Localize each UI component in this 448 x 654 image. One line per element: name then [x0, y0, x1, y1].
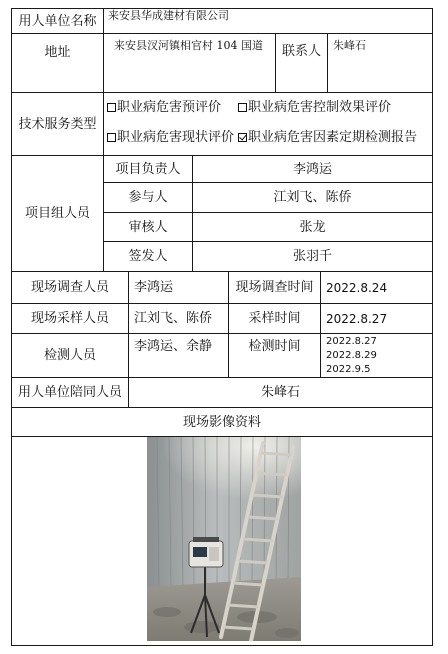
field-survey-time: 2022.8.24: [326, 280, 388, 295]
rule: [327, 33, 328, 93]
project-team-label: 项目组人员: [24, 206, 90, 221]
field-survey-time-label: 现场调查时间: [235, 280, 314, 295]
contact-value: 朱峰石: [333, 38, 366, 52]
team-role: 参与人: [128, 190, 168, 205]
team-member: 张羽千: [292, 249, 332, 264]
team-member: 张龙: [299, 219, 326, 235]
option-label: 职业病危害现状评价: [117, 129, 235, 145]
testing-time-label: 检测时间: [248, 338, 301, 354]
sampling-label: 现场采样人员: [30, 311, 109, 326]
employer-name-value: 来安县华成建材有限公司: [108, 9, 229, 22]
service-option-periodic-testing: [238, 128, 432, 146]
service-option-control-effect: [238, 98, 432, 116]
employer-name-label: 用人单位名称: [18, 13, 97, 29]
sampling-time: 2022.8.27: [326, 311, 388, 326]
team-role: 签发人: [128, 249, 168, 264]
checked-checkbox-icon: [238, 133, 247, 142]
team-role: 项目负责人: [115, 161, 181, 177]
service-type-label: 技术服务类型: [18, 116, 97, 132]
testing-label: 检测人员: [43, 348, 96, 363]
team-member: 江刘飞、陈侨: [273, 190, 352, 205]
option-label: 职业病危害因素定期检测报告: [248, 129, 418, 145]
sampling-people: 江刘飞、陈侨: [134, 311, 213, 326]
service-option-status-assessment: [107, 128, 239, 146]
address-label: 地址: [44, 44, 71, 60]
rule: [432, 8, 433, 646]
service-option-pre-assessment: [107, 98, 239, 116]
team-member: 李鸿运: [292, 161, 332, 177]
option-label: 职业病危害控制效果评价: [248, 99, 392, 115]
team-role: 审核人: [128, 219, 168, 235]
rule: [320, 271, 321, 378]
rule: [11, 645, 433, 646]
field-survey-people: 李鸿运: [134, 280, 174, 295]
escort-label: 用人单位陪同人员: [17, 385, 122, 400]
testing-date: 2022.9.5: [326, 363, 371, 375]
site-photo: [147, 437, 301, 641]
contact-label: 联系人: [281, 43, 321, 59]
testing-dates: [326, 334, 432, 377]
field-survey-label: 现场调查人员: [30, 280, 109, 295]
checkbox-icon: [107, 133, 116, 142]
escort-name: 朱峰石: [260, 385, 300, 400]
testing-date: 2022.8.29: [326, 349, 377, 361]
testing-people: 李鸿运、余静: [134, 338, 213, 354]
site-images-label: 现场影像资料: [182, 414, 261, 430]
checkbox-icon: [238, 103, 247, 112]
address-value: 来安县汊河镇相官村 104 国道: [114, 38, 263, 52]
option-label: 职业病危害预评价: [117, 99, 222, 115]
testing-date: 2022.8.27: [326, 335, 377, 347]
sampling-time-label: 采样时间: [248, 311, 301, 326]
checkbox-icon: [107, 103, 116, 112]
